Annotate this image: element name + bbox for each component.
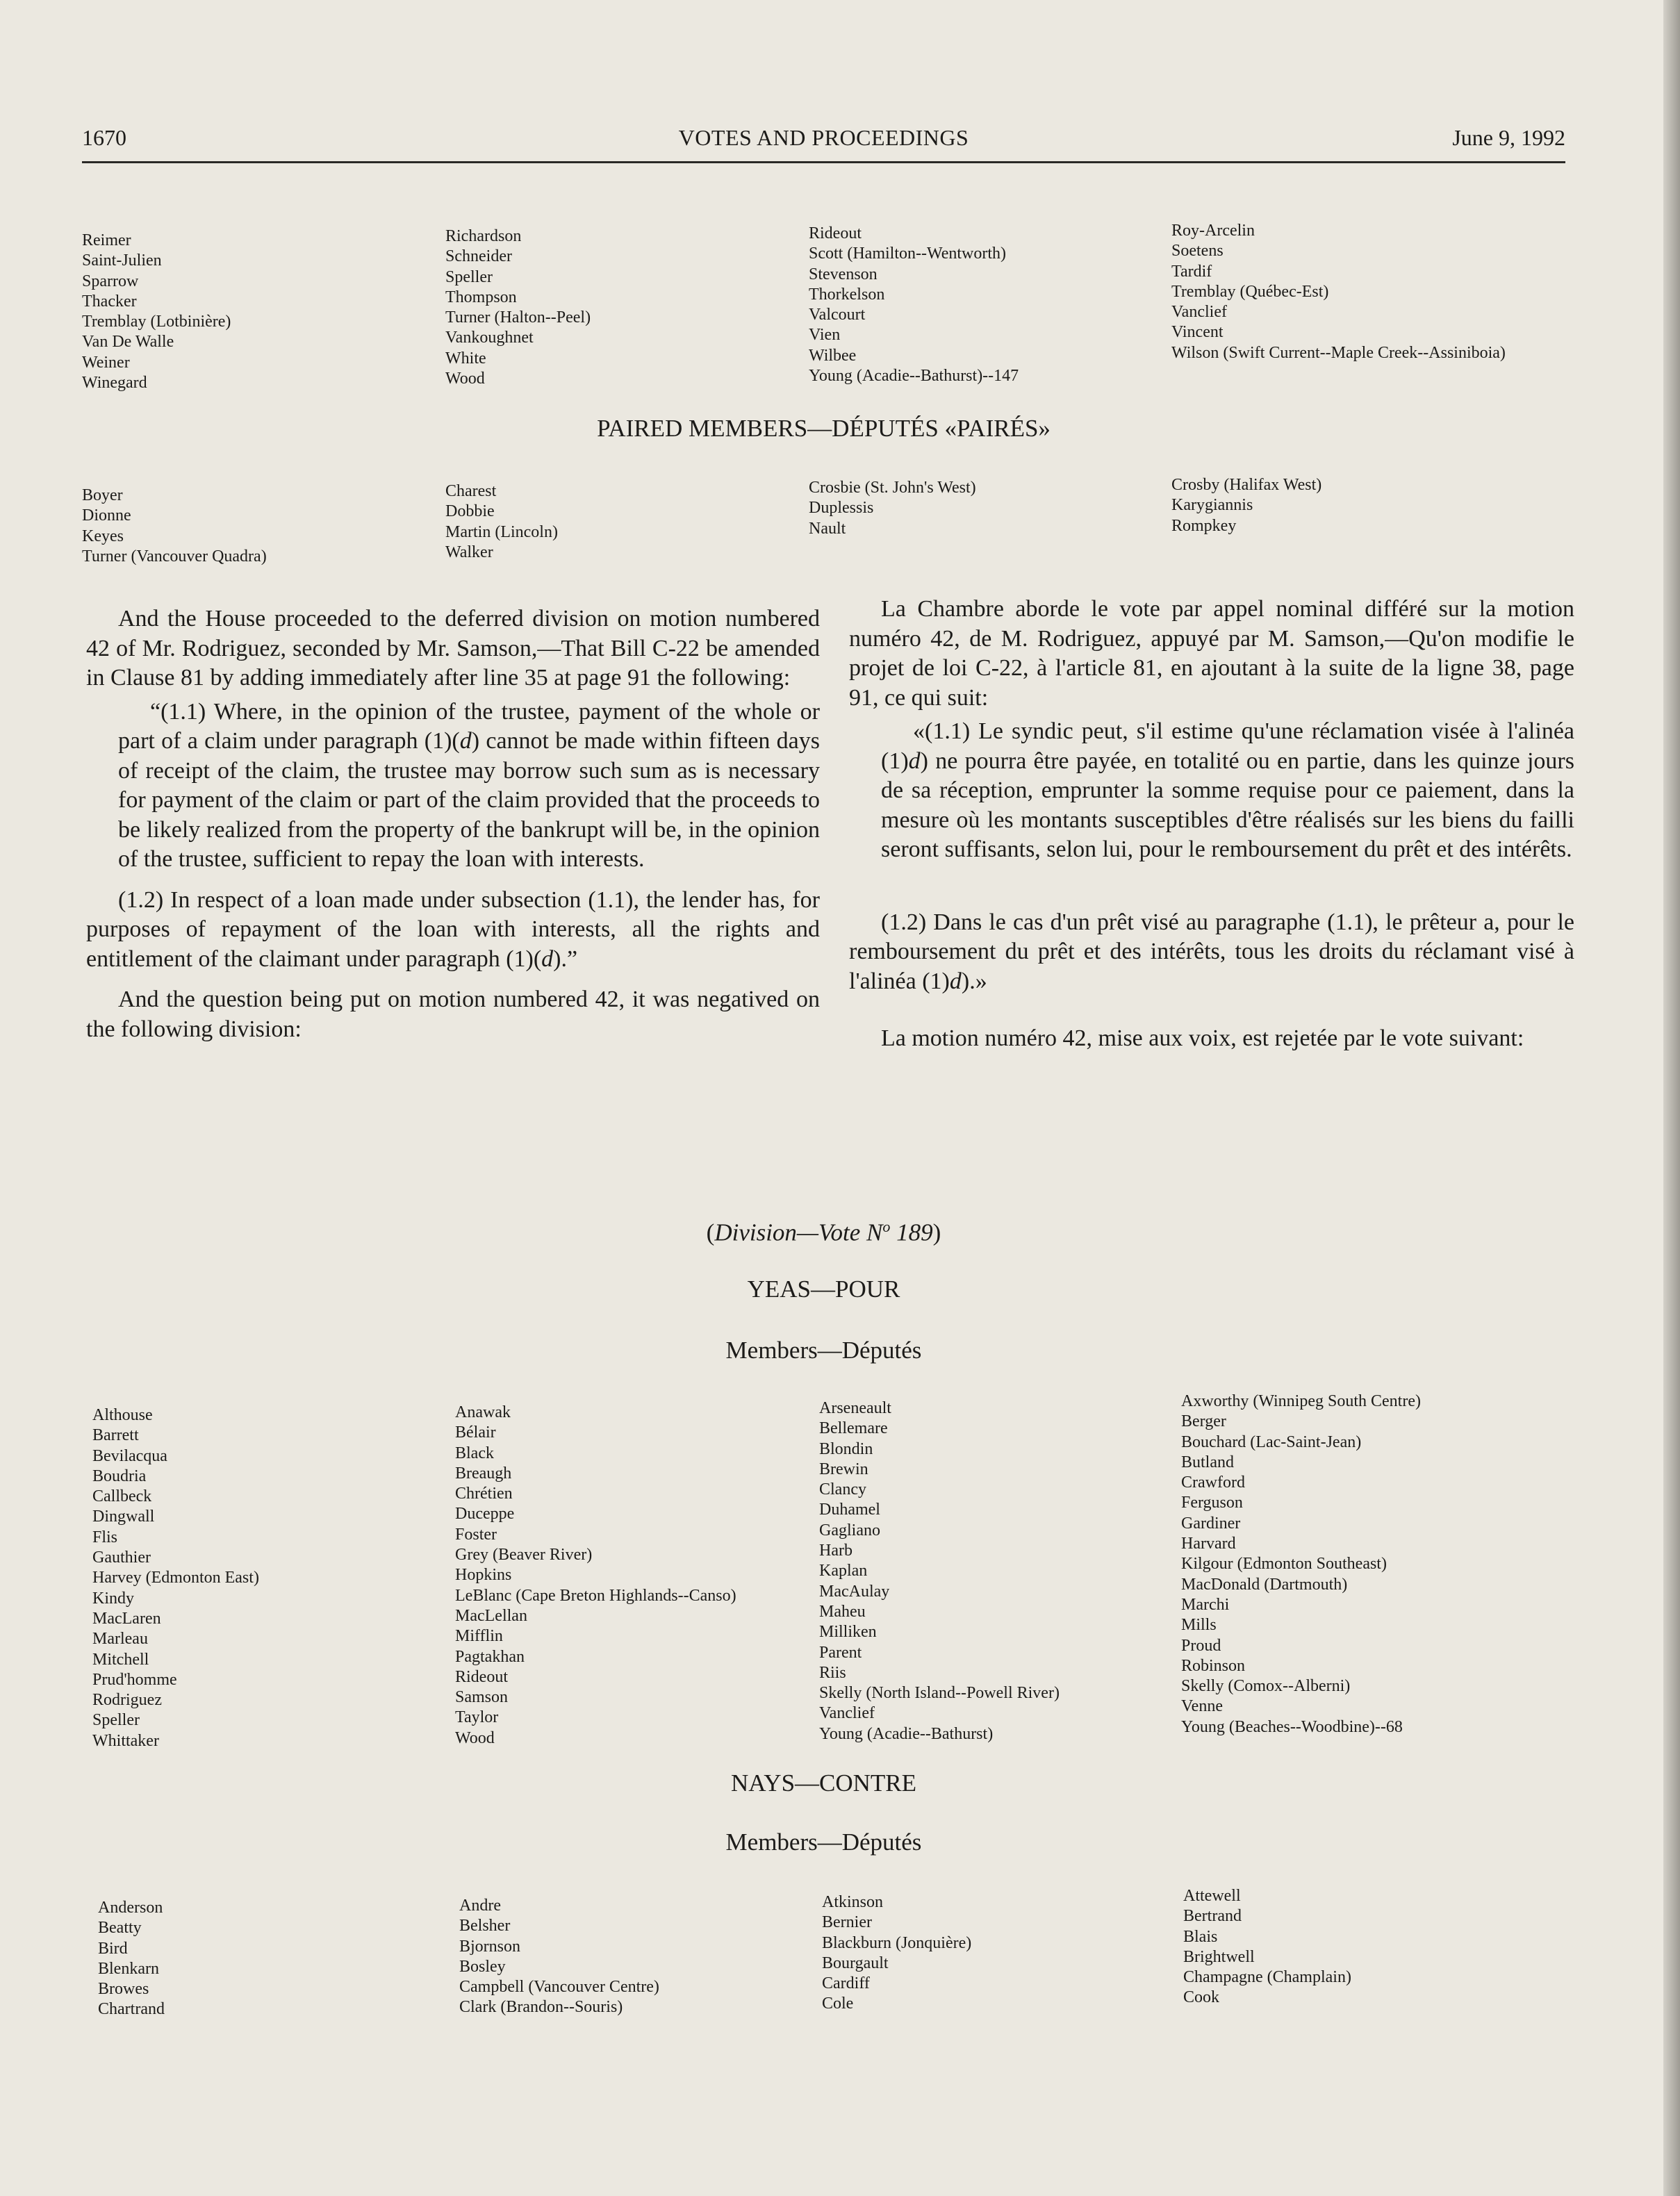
member-name: MacDonald (Dartmouth) xyxy=(1181,1575,1348,1594)
member-name: Bernier xyxy=(822,1913,872,1932)
member-name: Bosley xyxy=(459,1957,506,1976)
member-name: Blais xyxy=(1183,1927,1218,1946)
member-name: Taylor xyxy=(455,1708,499,1727)
member-name: Rodriguez xyxy=(92,1691,162,1710)
member-name: Anderson xyxy=(98,1899,163,1917)
top-list-col3 xyxy=(809,224,1019,386)
member-name: Vanclief xyxy=(819,1704,875,1723)
member-name: Rideout xyxy=(809,224,862,242)
member-name: Scott (Hamilton--Wentworth) xyxy=(809,245,1007,263)
member-name: Skelly (North Island--Powell River) xyxy=(819,1684,1060,1703)
member-name: Brightwell xyxy=(1183,1947,1255,1966)
member-name: Rompkey xyxy=(1171,516,1237,535)
member-name: Valcourt xyxy=(809,306,866,324)
member-name: Campbell (Vancouver Centre) xyxy=(459,1978,659,1997)
member-name: Harb xyxy=(819,1542,853,1560)
member-name: Young (Acadie--Bathurst)--147 xyxy=(809,367,1019,386)
member-name: Axworthy (Winnipeg South Centre) xyxy=(1181,1392,1421,1410)
french-column xyxy=(849,595,1574,1054)
english-paragraph-1: And the House proceeded to the deferred division on motion numbered 42 of Mr. Rodriguez, seconded by Mr. Samson,—That Bill C-22 be amended in Clause 81 by adding immediately after line 35 at page 91 the following: xyxy=(86,606,820,691)
member-name: Brewin xyxy=(819,1460,868,1478)
member-name: Harvard xyxy=(1181,1535,1236,1553)
paired-col4 xyxy=(1171,475,1321,536)
page-date: June 9, 1992 xyxy=(1452,125,1565,150)
member-name: Stevenson xyxy=(809,265,878,283)
paired-col3 xyxy=(809,478,976,539)
member-name: Skelly (Comox--Alberni) xyxy=(1181,1677,1351,1696)
top-list-col1 xyxy=(82,231,231,393)
nays-heading: NAYS—CONTRE xyxy=(730,1769,917,1797)
member-name: Crosbie (St. John's West) xyxy=(809,479,976,497)
member-name: Nault xyxy=(809,519,846,538)
member-name: Anawak xyxy=(455,1403,511,1421)
member-name: MacAulay xyxy=(819,1582,890,1601)
member-name: Vien xyxy=(809,326,841,345)
member-name: Foster xyxy=(455,1525,497,1544)
member-name: Schneider xyxy=(445,247,512,266)
member-name: Mills xyxy=(1181,1616,1217,1635)
yeas-col1 xyxy=(92,1405,259,1751)
member-name: Wilbee xyxy=(809,346,857,365)
member-name: Rideout xyxy=(455,1667,508,1686)
english-quote-2: (1.2) In respect of a loan made under subsection (1.1), the lender has, for purposes of repayment of the loan with interests, all the rights and entitlement of the claimant under paragraph (1)(d).” xyxy=(86,886,820,972)
member-name: Crawford xyxy=(1181,1473,1245,1492)
member-name: Thacker xyxy=(82,292,137,311)
member-name: Bertrand xyxy=(1183,1907,1242,1926)
member-name: Vankoughnet xyxy=(445,329,534,347)
yeas-col2 xyxy=(455,1403,736,1749)
member-name: LeBlanc (Cape Breton Highlands--Canso) xyxy=(455,1586,736,1605)
member-name: Cole xyxy=(822,1995,854,2013)
french-paragraph-2: La motion numéro 42, mise aux voix, est rejetée par le vote suivant: xyxy=(881,1025,1524,1051)
member-name: Dionne xyxy=(82,506,131,525)
member-name: Bjornson xyxy=(459,1937,521,1956)
member-name: Parent xyxy=(819,1643,862,1662)
member-name: Van De Walle xyxy=(82,333,174,352)
member-name: Reimer xyxy=(82,231,131,249)
member-name: Callbeck xyxy=(92,1487,152,1506)
member-name: Chartrand xyxy=(98,2000,165,2019)
member-name: Dobbie xyxy=(445,502,495,521)
member-name: Karygiannis xyxy=(1171,496,1253,515)
member-name: Mifflin xyxy=(455,1627,503,1646)
member-name: Riis xyxy=(819,1663,846,1682)
member-name: Wood xyxy=(445,370,485,388)
member-name: Dingwall xyxy=(92,1508,155,1526)
member-name: Blenkarn xyxy=(98,1959,159,1978)
member-name: Black xyxy=(455,1444,494,1462)
member-name: Blondin xyxy=(819,1439,873,1458)
member-name: Duplessis xyxy=(809,499,874,518)
member-name: Boudria xyxy=(92,1467,147,1485)
member-name: Ferguson xyxy=(1181,1494,1243,1512)
nays-col2 xyxy=(459,1896,659,2018)
member-name: Keyes xyxy=(82,527,124,545)
member-name: Tardif xyxy=(1171,262,1212,281)
page-number: 1670 xyxy=(82,125,126,150)
member-name: Gauthier xyxy=(92,1549,151,1567)
member-name: Tremblay (Québec-Est) xyxy=(1171,282,1329,301)
member-name: Chrétien xyxy=(455,1485,513,1503)
paired-col2 xyxy=(445,481,558,563)
page-header xyxy=(82,125,1565,163)
member-name: Gagliano xyxy=(819,1521,880,1539)
member-name: Duhamel xyxy=(819,1501,880,1519)
member-name: Cardiff xyxy=(822,1974,870,1993)
member-name: Sparrow xyxy=(82,272,139,290)
english-quote-1: “(1.1) Where, in the opinion of the trustee, payment of the whole or part of a claim under paragraph (1)(d) cannot be made within fifteen days of receipt of the claim, the trustee may borrow such sum as is necessary for payment of the claim or part of the claim provided that the proceeds to be likely realized from the property of the bankrupt will be, in the opinion of the trustee, sufficient to repay the loan with interests. xyxy=(118,698,821,872)
member-name: Saint-Julien xyxy=(82,251,162,270)
member-name: Bourgault xyxy=(822,1954,889,1972)
member-name: Young (Beaches--Woodbine)--68 xyxy=(1181,1717,1403,1736)
member-name: Proud xyxy=(1181,1636,1221,1655)
member-name: Harvey (Edmonton East) xyxy=(92,1569,259,1587)
member-name: Richardson xyxy=(445,227,522,245)
member-name: Kilgour (Edmonton Southeast) xyxy=(1181,1555,1387,1574)
member-name: Gardiner xyxy=(1181,1514,1241,1533)
member-name: Prud'homme xyxy=(92,1670,177,1689)
member-name: Boyer xyxy=(82,486,123,504)
member-name: Breaugh xyxy=(455,1464,512,1483)
yeas-heading: YEAS—POUR xyxy=(747,1276,900,1303)
member-name: Vincent xyxy=(1171,323,1224,342)
member-name: Whittaker xyxy=(92,1731,159,1750)
member-name: Bélair xyxy=(455,1423,496,1442)
english-column xyxy=(86,604,820,1044)
member-name: Thorkelson xyxy=(809,285,885,304)
member-name: Bellemare xyxy=(819,1419,888,1438)
member-name: Mitchell xyxy=(92,1650,149,1669)
member-name: Arseneault xyxy=(819,1399,891,1417)
member-name: Butland xyxy=(1181,1453,1234,1471)
member-name: Belsher xyxy=(459,1917,511,1935)
member-name: Andre xyxy=(459,1897,501,1915)
member-name: Turner (Halton--Peel) xyxy=(445,308,591,327)
nays-subheading: Members—Députés xyxy=(725,1828,922,1856)
member-name: Tremblay (Lotbinière) xyxy=(82,313,231,331)
nays-col1 xyxy=(98,1898,165,2020)
member-name: Winegard xyxy=(82,374,147,393)
division-title: (Division—Vote $N^o$ 189) xyxy=(706,1218,941,1246)
member-name: Clark (Brandon--Souris) xyxy=(459,1998,623,2017)
member-name: Marchi xyxy=(1181,1595,1230,1614)
member-name: Kindy xyxy=(92,1589,134,1608)
member-name: Crosby (Halifax West) xyxy=(1171,476,1322,494)
member-name: Martin (Lincoln) xyxy=(445,522,558,541)
member-name: Roy-Arcelin xyxy=(1171,222,1255,240)
yeas-subheading: Members—Députés xyxy=(725,1337,922,1364)
member-name: Venne xyxy=(1181,1697,1223,1716)
french-paragraph-1: La Chambre aborde le vote par appel nominal différé sur la motion numéro 42, de M. Rodriguez, appuyé par M. Samson,—Qu'on modifie le projet de loi C-22, à l'article 81, en ajoutant à la suite de la ligne 38, page 91, ce qui suit: xyxy=(849,596,1574,711)
member-name: Bird xyxy=(98,1939,128,1958)
member-name: Marleau xyxy=(92,1630,148,1649)
member-name: Wilson (Swift Current--Maple Creek--Assiniboia) xyxy=(1171,343,1506,362)
member-name: Wood xyxy=(455,1728,495,1747)
member-name: Beatty xyxy=(98,1919,142,1938)
nays-col4 xyxy=(1183,1886,1351,2008)
member-name: Atkinson xyxy=(822,1893,884,1911)
member-name: Pagtakhan xyxy=(455,1647,525,1666)
member-name: Duceppe xyxy=(455,1505,515,1524)
member-name: Young (Acadie--Bathurst) xyxy=(819,1724,994,1743)
member-name: Robinson xyxy=(1181,1656,1246,1675)
member-name: Speller xyxy=(445,267,493,286)
member-name: Clancy xyxy=(819,1480,866,1499)
member-name: Flis xyxy=(92,1528,118,1546)
paired-col1 xyxy=(82,486,267,567)
member-name: Berger xyxy=(1181,1412,1226,1431)
member-name: Browes xyxy=(98,1980,149,1999)
member-name: Attewell xyxy=(1183,1887,1241,1905)
member-name: Milliken xyxy=(819,1623,877,1642)
member-name: Bevilacqua xyxy=(92,1446,167,1465)
member-name: MacLellan xyxy=(455,1606,527,1625)
member-name: Hopkins xyxy=(455,1566,512,1585)
member-name: Weiner xyxy=(82,353,130,372)
yeas-col3 xyxy=(819,1398,1060,1744)
member-name: Walker xyxy=(445,543,493,561)
member-name: Soetens xyxy=(1171,242,1224,261)
member-name: Cook xyxy=(1183,1988,1220,2007)
member-name: Kaplan xyxy=(819,1562,868,1580)
member-name: White xyxy=(445,349,486,368)
member-name: Bouchard (Lac-Saint-Jean) xyxy=(1181,1433,1362,1451)
member-name: Althouse xyxy=(92,1406,153,1424)
member-name: Maheu xyxy=(819,1602,866,1621)
top-list-col4 xyxy=(1171,221,1506,363)
french-quote-1: «(1.1) Le syndic peut, s'il estime qu'une réclamation visée à l'alinéa (1)d) ne pourra être payée, en totalité ou en partie, dans les quinze jours de sa réception, emprunter la somme requise pour ce paiement, dans la mesure où les montants susceptibles d'être réalisés sur les biens du failli seront suffisants, selon lui, pour le remboursement du prêt et des intérêts. xyxy=(881,718,1574,862)
page-edge-shadow xyxy=(1663,0,1680,2196)
yeas-col4 xyxy=(1181,1392,1421,1737)
nays-col3 xyxy=(822,1892,971,2015)
member-name: Samson xyxy=(455,1688,509,1707)
member-name: Barrett xyxy=(92,1426,139,1445)
member-name: Champagne (Champlain) xyxy=(1183,1968,1351,1987)
member-name: Turner (Vancouver Quadra) xyxy=(82,547,267,565)
member-name: Charest xyxy=(445,482,497,500)
member-name: Thompson xyxy=(445,288,517,306)
member-name: Speller xyxy=(92,1711,140,1730)
paired-heading: PAIRED MEMBERS—DÉPUTÉS «PAIRÉS» xyxy=(597,415,1051,442)
member-name: Grey (Beaver River) xyxy=(455,1546,593,1565)
english-paragraph-2: And the question being put on motion numbered 42, it was negatived on the following division: xyxy=(86,986,820,1042)
top-list-col2 xyxy=(445,226,591,389)
french-quote-2: (1.2) Dans le cas d'un prêt visé au paragraphe (1.1), le prêteur a, pour le remboursement du prêt et des intérêts, tous les droits du réclamant visé à l'alinéa (1)d).» xyxy=(849,909,1574,994)
member-name: MacLaren xyxy=(92,1609,161,1628)
page-title: VOTES AND PROCEEDINGS xyxy=(678,125,969,150)
member-name: Blackburn (Jonquière) xyxy=(822,1933,972,1952)
member-name: Vanclief xyxy=(1171,303,1227,322)
